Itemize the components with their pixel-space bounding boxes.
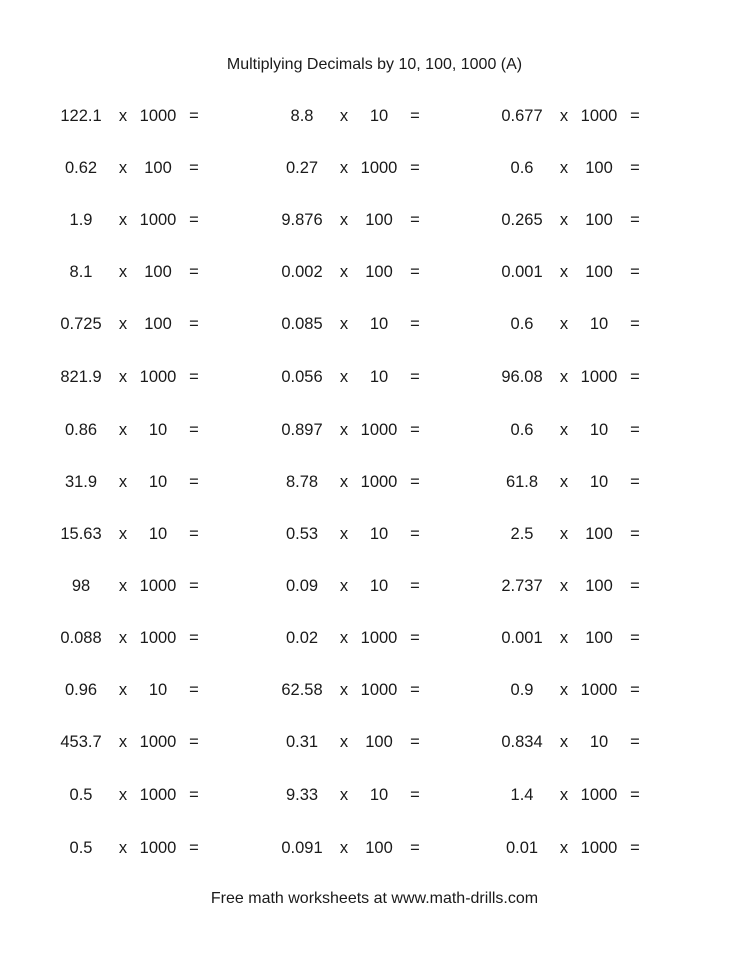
times-sign: x bbox=[559, 839, 569, 857]
problem bbox=[491, 315, 706, 337]
multiplier: 1000 bbox=[580, 681, 618, 699]
equals-sign: = bbox=[189, 315, 199, 333]
problem bbox=[271, 159, 486, 181]
multiplicand: 96.08 bbox=[501, 368, 543, 386]
multiplicand: 0.001 bbox=[501, 263, 543, 281]
times-sign: x bbox=[339, 368, 349, 386]
multiplicand: 0.677 bbox=[501, 107, 543, 125]
times-sign: x bbox=[118, 733, 128, 751]
multiplicand: 122.1 bbox=[60, 107, 102, 125]
multiplicand: 0.897 bbox=[281, 421, 323, 439]
multiplier: 100 bbox=[365, 839, 393, 857]
problem bbox=[271, 107, 486, 129]
multiplier: 1000 bbox=[360, 421, 398, 439]
multiplicand: 98 bbox=[71, 577, 91, 595]
times-sign: x bbox=[339, 786, 349, 804]
equals-sign: = bbox=[189, 733, 199, 751]
equals-sign: = bbox=[189, 525, 199, 543]
multiplier: 100 bbox=[365, 211, 393, 229]
problem bbox=[491, 107, 706, 129]
multiplicand: 8.8 bbox=[290, 107, 314, 125]
times-sign: x bbox=[118, 368, 128, 386]
multiplier: 100 bbox=[585, 263, 613, 281]
equals-sign: = bbox=[189, 629, 199, 647]
times-sign: x bbox=[118, 263, 128, 281]
problem bbox=[271, 839, 486, 861]
footer-credit: Free math worksheets at www.math-drills.com bbox=[210, 890, 539, 907]
multiplier: 1000 bbox=[139, 786, 177, 804]
multiplier: 1000 bbox=[360, 629, 398, 647]
equals-sign: = bbox=[410, 159, 420, 177]
times-sign: x bbox=[559, 421, 569, 439]
problem bbox=[50, 786, 265, 808]
multiplicand: 0.6 bbox=[510, 421, 534, 439]
equals-sign: = bbox=[410, 525, 420, 543]
times-sign: x bbox=[559, 473, 569, 491]
equals-sign: = bbox=[189, 368, 199, 386]
multiplicand: 1.4 bbox=[510, 786, 534, 804]
problem bbox=[50, 315, 265, 337]
problem bbox=[50, 733, 265, 755]
problem bbox=[271, 525, 486, 547]
times-sign: x bbox=[339, 473, 349, 491]
multiplier: 10 bbox=[369, 315, 389, 333]
multiplicand: 62.58 bbox=[281, 681, 323, 699]
multiplier: 10 bbox=[148, 681, 168, 699]
equals-sign: = bbox=[630, 577, 640, 595]
multiplier: 1000 bbox=[139, 629, 177, 647]
multiplier: 10 bbox=[369, 525, 389, 543]
multiplier: 100 bbox=[585, 577, 613, 595]
equals-sign: = bbox=[630, 839, 640, 857]
equals-sign: = bbox=[630, 368, 640, 386]
multiplier: 100 bbox=[144, 263, 172, 281]
equals-sign: = bbox=[410, 211, 420, 229]
equals-sign: = bbox=[189, 786, 199, 804]
times-sign: x bbox=[118, 107, 128, 125]
equals-sign: = bbox=[189, 211, 199, 229]
problem-row bbox=[0, 473, 749, 495]
equals-sign: = bbox=[630, 786, 640, 804]
multiplicand: 8.1 bbox=[69, 263, 93, 281]
times-sign: x bbox=[339, 733, 349, 751]
times-sign: x bbox=[339, 263, 349, 281]
multiplicand: 0.09 bbox=[285, 577, 319, 595]
equals-sign: = bbox=[630, 473, 640, 491]
equals-sign: = bbox=[410, 368, 420, 386]
problem bbox=[50, 211, 265, 233]
times-sign: x bbox=[559, 629, 569, 647]
equals-sign: = bbox=[189, 159, 199, 177]
times-sign: x bbox=[339, 839, 349, 857]
problem bbox=[50, 577, 265, 599]
multiplier: 10 bbox=[369, 786, 389, 804]
equals-sign: = bbox=[630, 107, 640, 125]
multiplicand: 453.7 bbox=[60, 733, 102, 751]
multiplier: 100 bbox=[585, 525, 613, 543]
problem-row bbox=[0, 107, 749, 129]
equals-sign: = bbox=[410, 473, 420, 491]
multiplicand: 0.725 bbox=[60, 315, 102, 333]
multiplicand: 0.96 bbox=[64, 681, 98, 699]
problem bbox=[50, 159, 265, 181]
times-sign: x bbox=[118, 315, 128, 333]
multiplicand: 2.5 bbox=[510, 525, 534, 543]
problem bbox=[271, 211, 486, 233]
times-sign: x bbox=[118, 629, 128, 647]
times-sign: x bbox=[339, 525, 349, 543]
problem bbox=[50, 681, 265, 703]
times-sign: x bbox=[559, 315, 569, 333]
multiplier: 10 bbox=[589, 733, 609, 751]
multiplicand: 0.265 bbox=[501, 211, 543, 229]
equals-sign: = bbox=[630, 263, 640, 281]
problem bbox=[50, 368, 265, 390]
problem-row bbox=[0, 629, 749, 651]
multiplier: 100 bbox=[365, 733, 393, 751]
multiplier: 10 bbox=[369, 107, 389, 125]
multiplier: 1000 bbox=[580, 786, 618, 804]
times-sign: x bbox=[118, 577, 128, 595]
multiplier: 100 bbox=[144, 315, 172, 333]
multiplicand: 0.5 bbox=[69, 786, 93, 804]
multiplier: 100 bbox=[585, 629, 613, 647]
multiplier: 100 bbox=[144, 159, 172, 177]
multiplier: 1000 bbox=[360, 473, 398, 491]
multiplicand: 0.01 bbox=[505, 839, 539, 857]
problem-row bbox=[0, 733, 749, 755]
times-sign: x bbox=[339, 107, 349, 125]
multiplier: 1000 bbox=[139, 839, 177, 857]
problem bbox=[271, 786, 486, 808]
multiplier: 10 bbox=[148, 421, 168, 439]
multiplier: 100 bbox=[585, 159, 613, 177]
problem-row bbox=[0, 211, 749, 233]
multiplicand: 821.9 bbox=[60, 368, 102, 386]
equals-sign: = bbox=[630, 629, 640, 647]
times-sign: x bbox=[339, 421, 349, 439]
problem-row bbox=[0, 786, 749, 808]
equals-sign: = bbox=[189, 681, 199, 699]
multiplier: 1000 bbox=[139, 211, 177, 229]
problem bbox=[491, 159, 706, 181]
multiplicand: 0.6 bbox=[510, 315, 534, 333]
problem bbox=[50, 525, 265, 547]
multiplicand: 0.53 bbox=[285, 525, 319, 543]
multiplicand: 0.86 bbox=[64, 421, 98, 439]
times-sign: x bbox=[559, 525, 569, 543]
times-sign: x bbox=[559, 681, 569, 699]
equals-sign: = bbox=[410, 681, 420, 699]
times-sign: x bbox=[559, 733, 569, 751]
problem-row bbox=[0, 421, 749, 443]
times-sign: x bbox=[559, 107, 569, 125]
equals-sign: = bbox=[410, 577, 420, 595]
equals-sign: = bbox=[410, 315, 420, 333]
multiplicand: 61.8 bbox=[505, 473, 539, 491]
multiplicand: 1.9 bbox=[69, 211, 93, 229]
problem bbox=[491, 263, 706, 285]
multiplicand: 0.02 bbox=[285, 629, 319, 647]
multiplicand: 0.834 bbox=[501, 733, 543, 751]
multiplicand: 0.62 bbox=[64, 159, 98, 177]
times-sign: x bbox=[118, 473, 128, 491]
problem bbox=[50, 629, 265, 651]
multiplicand: 2.737 bbox=[501, 577, 543, 595]
problem bbox=[491, 681, 706, 703]
times-sign: x bbox=[559, 368, 569, 386]
multiplicand: 8.78 bbox=[285, 473, 319, 491]
problem bbox=[271, 577, 486, 599]
times-sign: x bbox=[559, 577, 569, 595]
problem bbox=[491, 786, 706, 808]
multiplier: 10 bbox=[369, 368, 389, 386]
multiplicand: 31.9 bbox=[64, 473, 98, 491]
problem bbox=[491, 577, 706, 599]
multiplier: 10 bbox=[589, 473, 609, 491]
problem bbox=[271, 263, 486, 285]
multiplicand: 0.002 bbox=[281, 263, 323, 281]
equals-sign: = bbox=[410, 786, 420, 804]
page-title: Multiplying Decimals by 10, 100, 1000 (A) bbox=[226, 56, 523, 73]
multiplier: 10 bbox=[589, 421, 609, 439]
problem bbox=[491, 525, 706, 547]
times-sign: x bbox=[559, 263, 569, 281]
times-sign: x bbox=[339, 681, 349, 699]
equals-sign: = bbox=[410, 839, 420, 857]
problem-row bbox=[0, 839, 749, 861]
equals-sign: = bbox=[410, 629, 420, 647]
times-sign: x bbox=[118, 786, 128, 804]
problem bbox=[271, 473, 486, 495]
times-sign: x bbox=[118, 525, 128, 543]
equals-sign: = bbox=[630, 681, 640, 699]
equals-sign: = bbox=[630, 315, 640, 333]
equals-sign: = bbox=[410, 263, 420, 281]
times-sign: x bbox=[339, 159, 349, 177]
multiplicand: 0.088 bbox=[60, 629, 102, 647]
multiplier: 1000 bbox=[139, 107, 177, 125]
problem bbox=[491, 421, 706, 443]
times-sign: x bbox=[339, 315, 349, 333]
times-sign: x bbox=[118, 681, 128, 699]
multiplier: 1000 bbox=[139, 368, 177, 386]
problem-row bbox=[0, 159, 749, 181]
problem-row bbox=[0, 681, 749, 703]
times-sign: x bbox=[118, 839, 128, 857]
equals-sign: = bbox=[189, 839, 199, 857]
times-sign: x bbox=[559, 211, 569, 229]
equals-sign: = bbox=[630, 733, 640, 751]
multiplicand: 9.876 bbox=[281, 211, 323, 229]
problem bbox=[491, 733, 706, 755]
problem-row bbox=[0, 368, 749, 390]
multiplicand: 0.27 bbox=[285, 159, 319, 177]
multiplier: 1000 bbox=[360, 159, 398, 177]
multiplicand: 9.33 bbox=[285, 786, 319, 804]
equals-sign: = bbox=[410, 421, 420, 439]
times-sign: x bbox=[339, 577, 349, 595]
problem bbox=[271, 733, 486, 755]
equals-sign: = bbox=[189, 577, 199, 595]
times-sign: x bbox=[118, 421, 128, 439]
problem bbox=[491, 211, 706, 233]
times-sign: x bbox=[339, 629, 349, 647]
equals-sign: = bbox=[630, 159, 640, 177]
equals-sign: = bbox=[189, 263, 199, 281]
multiplier: 100 bbox=[365, 263, 393, 281]
multiplier: 100 bbox=[585, 211, 613, 229]
problem bbox=[50, 839, 265, 861]
multiplicand: 0.5 bbox=[69, 839, 93, 857]
multiplier: 10 bbox=[148, 525, 168, 543]
problem bbox=[271, 421, 486, 443]
multiplier: 10 bbox=[589, 315, 609, 333]
equals-sign: = bbox=[189, 421, 199, 439]
multiplicand: 0.085 bbox=[281, 315, 323, 333]
multiplicand: 0.6 bbox=[510, 159, 534, 177]
multiplier: 1000 bbox=[580, 839, 618, 857]
problem bbox=[491, 839, 706, 861]
problem-row bbox=[0, 263, 749, 285]
times-sign: x bbox=[559, 159, 569, 177]
problem-row bbox=[0, 525, 749, 547]
times-sign: x bbox=[118, 159, 128, 177]
problem bbox=[50, 107, 265, 129]
multiplier: 10 bbox=[148, 473, 168, 491]
problem bbox=[491, 368, 706, 390]
multiplicand: 0.091 bbox=[281, 839, 323, 857]
problem bbox=[50, 263, 265, 285]
multiplier: 10 bbox=[369, 577, 389, 595]
equals-sign: = bbox=[630, 211, 640, 229]
multiplicand: 15.63 bbox=[60, 525, 102, 543]
multiplicand: 0.9 bbox=[510, 681, 534, 699]
equals-sign: = bbox=[189, 107, 199, 125]
times-sign: x bbox=[559, 786, 569, 804]
multiplier: 1000 bbox=[580, 368, 618, 386]
multiplicand: 0.056 bbox=[281, 368, 323, 386]
problem bbox=[271, 629, 486, 651]
multiplier: 1000 bbox=[139, 733, 177, 751]
times-sign: x bbox=[118, 211, 128, 229]
problem-row bbox=[0, 577, 749, 599]
problem bbox=[491, 473, 706, 495]
multiplier: 1000 bbox=[580, 107, 618, 125]
problem bbox=[50, 421, 265, 443]
problem bbox=[271, 315, 486, 337]
multiplier: 1000 bbox=[139, 577, 177, 595]
problem-row bbox=[0, 315, 749, 337]
problem bbox=[50, 473, 265, 495]
equals-sign: = bbox=[189, 473, 199, 491]
multiplier: 1000 bbox=[360, 681, 398, 699]
equals-sign: = bbox=[410, 107, 420, 125]
equals-sign: = bbox=[630, 525, 640, 543]
equals-sign: = bbox=[410, 733, 420, 751]
times-sign: x bbox=[339, 211, 349, 229]
equals-sign: = bbox=[630, 421, 640, 439]
problem bbox=[271, 681, 486, 703]
multiplicand: 0.31 bbox=[285, 733, 319, 751]
problem bbox=[271, 368, 486, 390]
multiplicand: 0.001 bbox=[501, 629, 543, 647]
problem bbox=[491, 629, 706, 651]
